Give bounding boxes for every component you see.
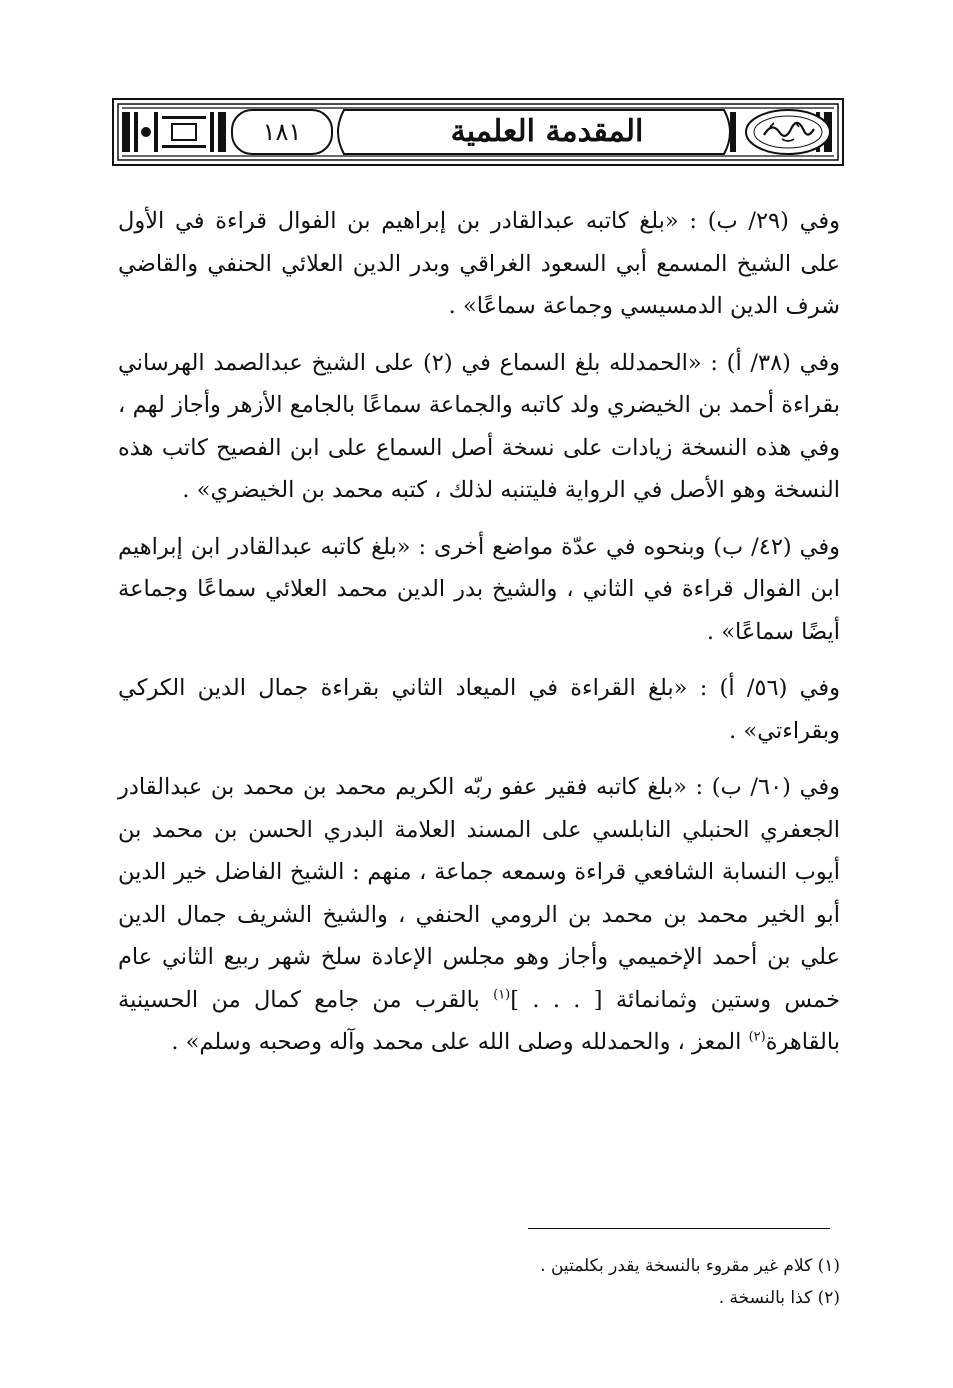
page-header (112, 98, 844, 166)
footnotes (118, 1250, 840, 1314)
calligraphic-emblem-icon (742, 107, 834, 157)
paragraph: وفي (٥٦/ أ) : «بلغ القراءة في الميعاد الثاني بقراءة جمال الدين الكركي وبقراءتي» . (118, 675, 841, 744)
footnote-ref[interactable]: (٢) (748, 1029, 766, 1045)
footnote-divider (528, 1228, 830, 1229)
footnote-ref[interactable]: (١) (493, 987, 511, 1002)
paragraph: وفي (٢٩/ ب) : «بلغ كاتبه عبدالقادر بن إبراهيم بن الفوال قراءة في الأول على الشيخ المسمع أبي السعود الغراقي وبدر الدين العلائي الحنفي والقاضي شرف الدين الدمسيسي وجماعة سماعًا» . (118, 208, 840, 319)
paragraph: وفي (٣٨/ أ) : «الحمدلله بلغ السماع في (٢) على الشيخ عبدالصمد الهرساني بقراءة أحمد بن الخيضري ولد كاتبه والجماعة سماعًا بالجامع الأزهر وأجاز لهم ، وفي هذه النسخة زيادات على نسخة أصل السماع على ابن الفصيح كاتب هذه النسخة وهو الأصل في الرواية فليتنبه لذلك ، كتبه محمد بن الخيضري» . (118, 349, 841, 503)
footnote: (١) كلام غير مقروء بالنسخة يقدر بكلمتين . (540, 1256, 840, 1276)
paragraph-text: وفي (٦٠/ ب) : «بلغ كاتبه فقير عفو ربّه الكريم محمد بن محمد بن عبدالقادر الجعفري الحنبلي النابلسي على المسند العلامة البدري الحسن بن محمد بن أيوب النسابة الشافعي قراءة وسمعه جماعة ، منهم : الشيخ الفاضل خير الدين أبو الخير محمد بن محمد بن الرومي الحنفي ، والشيخ الشريف جمال الدين علي بن أحمد الإخميمي وأجاز وهو مجلس الإعادة سلخ شهر ربيع الثاني عام خمس وستين وثمانمائة [ . . . ] (118, 774, 840, 1013)
paragraph-text: المعز ، والحمدلله وصلى الله على محمد وآله وصحبه وسلم» . (171, 1029, 749, 1055)
page-number: ١٨١ (262, 118, 302, 146)
body-text (118, 200, 840, 1078)
running-title: المقدمة العلمية (450, 114, 644, 149)
footnote: (٢) كذا بالنسخة . (718, 1288, 840, 1308)
paragraph (118, 766, 840, 1064)
paragraph: وفي (٤٢/ ب) وبنحوه في عدّة مواضع أخرى : «بلغ كاتبه عبدالقادر ابن إبراهيم ابن الفوال قراءة في الثاني ، والشيخ بدر الدين محمد العلائي سماعًا وجماعة أيضًا سماعًا» . (118, 533, 840, 645)
paragraph-text: بالقرب من جامع كمال من الحسينية بالقاهرة (118, 986, 840, 1055)
